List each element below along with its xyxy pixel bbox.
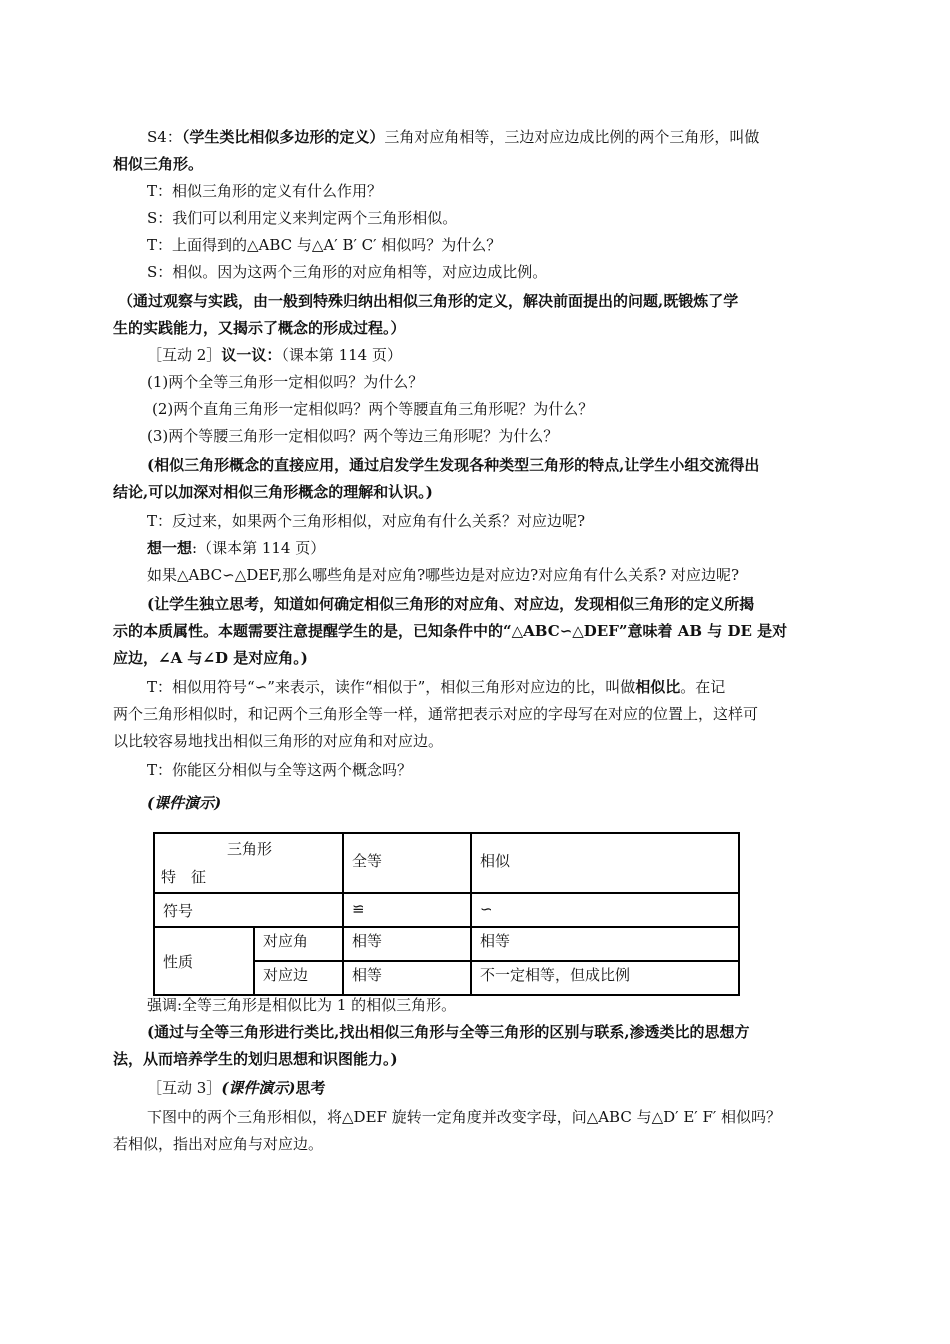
interact2-heading <box>147 345 402 365</box>
interact3-courseware: (课件演示) <box>221 1079 296 1097</box>
dialog-line: S：相似。因为这两个三角形的对应角相等，对应边成比例。 <box>147 263 548 281</box>
interact2-ref: （课本第 114 页） <box>281 346 402 364</box>
symbol-line-3: 以比较容易地找出相似三角形的对应角和对应边。 <box>113 732 444 750</box>
think-question: 如果△ABC∽△DEF,那么哪些角是对应角?哪些边是对应边?对应角有什么关系? 对应边呢? <box>147 566 740 584</box>
congruent-symbol: ≌ <box>343 893 471 927</box>
question-line: (2)两个直角三角形一定相似吗？两个等腰直角三角形呢？为什么？ <box>152 400 594 418</box>
note-line: (让学生独立思考，知道如何确定相似三角形的对应角、对应边，发现相似三角形的定义所揭 <box>147 595 755 613</box>
s4-term: 相似三角形。 <box>113 155 204 173</box>
think-ref: :（课本第 114 页） <box>192 539 326 557</box>
interact2-tag: ［互动 2］ <box>147 346 222 364</box>
question-line: (3)两个等腰三角形一定相似吗？两个等边三角形呢？为什么？ <box>147 427 559 445</box>
table-header-row <box>154 833 739 893</box>
interact3-heading <box>147 1078 326 1098</box>
courseware-label: (课件演示) <box>147 794 222 812</box>
symbol-line-2: 两个三角形相似时，和记两个三角形全等一样，通常把表示对应的字母写在对应的位置上，这样可 <box>113 705 759 723</box>
emphasis-line: 强调:全等三角形是相似比为 1 的相似三角形。 <box>147 996 457 1014</box>
question-line: (1)两个全等三角形一定相似吗？为什么？ <box>147 373 424 391</box>
note-line: (通过与全等三角形进行类比,找出相似三角形与全等三角形的区别与联系,渗透类比的思想方 <box>147 1023 750 1041</box>
row-property-label: 性质 <box>154 927 254 995</box>
interact3-title: 思考 <box>295 1079 326 1097</box>
side-congruent: 相等 <box>343 961 471 995</box>
side-similar: 不一定相等，但成比例 <box>471 961 739 995</box>
final-line-1: 下图中的两个三角形相似，将△DEF 旋转一定角度并改变字母，问△ABC 与△D′ E′ F′ 相似吗？ <box>147 1108 782 1126</box>
t-distinguish-line: T：你能区分相似与全等这两个概念吗？ <box>147 761 413 779</box>
interact3-tag: ［互动 3］ <box>147 1079 222 1097</box>
s4-bold-note: （学生类比相似多边形的定义） <box>181 128 385 146</box>
note-line: 示的本质属性。本题需要注意提醒学生的是，已知条件中的“△ABC∽△DEF”意味着 AB 与 DE 是对 <box>113 622 788 640</box>
header-diagonal-cell <box>154 833 343 893</box>
col-similar-header: 相似 <box>471 833 739 893</box>
symbol-line-1 <box>147 677 725 697</box>
angle-similar: 相等 <box>471 927 739 961</box>
table-row <box>154 893 739 927</box>
dialog-line: T：上面得到的△ABC 与△A′ B′ C′ 相似吗？为什么？ <box>147 236 502 254</box>
angle-label: 对应角 <box>254 927 343 961</box>
dialog-line: T：相似三角形的定义有什么作用？ <box>147 182 383 200</box>
col-congruent-header: 全等 <box>343 833 471 893</box>
t-reverse-line: T：反过来，如果两个三角形相似，对应角有什么关系？对应边呢? <box>147 512 586 530</box>
note-line: (相似三角形概念的直接应用，通过启发学生发现各种类型三角形的特点,让学生小组交流得出 <box>147 456 760 474</box>
s4-prefix: S4： <box>147 128 182 146</box>
table-row <box>154 927 739 961</box>
header-top-label: 三角形 <box>227 840 273 858</box>
note-line: 应边，∠A 与∠D 是对应角。) <box>113 649 308 667</box>
s4-text: 三角对应角相等，三边对应边成比例的两个三角形，叫做 <box>384 128 760 146</box>
interact2-title: 议一议： <box>221 346 282 364</box>
similarity-ratio-term: 相似比 <box>635 678 681 696</box>
angle-congruent: 相等 <box>343 927 471 961</box>
think-title: 想一想 <box>147 539 193 557</box>
side-label: 对应边 <box>254 961 343 995</box>
think-heading <box>147 538 325 558</box>
comparison-table <box>153 832 740 996</box>
final-line-2: 若相似，指出对应角与对应边。 <box>113 1135 324 1153</box>
row-symbol-label: 符号 <box>154 893 343 927</box>
header-bottom-label: 特 征 <box>161 868 207 886</box>
note-line: 法，从而培养学生的划归思想和识图能力。) <box>113 1050 398 1068</box>
note-line: 生的实践能力，又揭示了概念的形成过程。） <box>113 319 406 337</box>
note-line: 结论,可以加深对相似三角形概念的理解和认识。) <box>113 483 433 501</box>
symbol-text-a: T：相似用符号“∽”来表示，读作“相似于”，相似三角形对应边的比，叫做 <box>147 678 636 696</box>
symbol-text-b: 。在记 <box>680 678 726 696</box>
s4-line-1 <box>147 127 759 147</box>
note-line: （通过观察与实践，由一般到特殊归纳出相似三角形的定义，解决前面提出的问题,既锻炼了学 <box>118 292 739 310</box>
similar-symbol: ∽ <box>471 893 739 927</box>
dialog-line: S：我们可以利用定义来判定两个三角形相似。 <box>147 209 458 227</box>
